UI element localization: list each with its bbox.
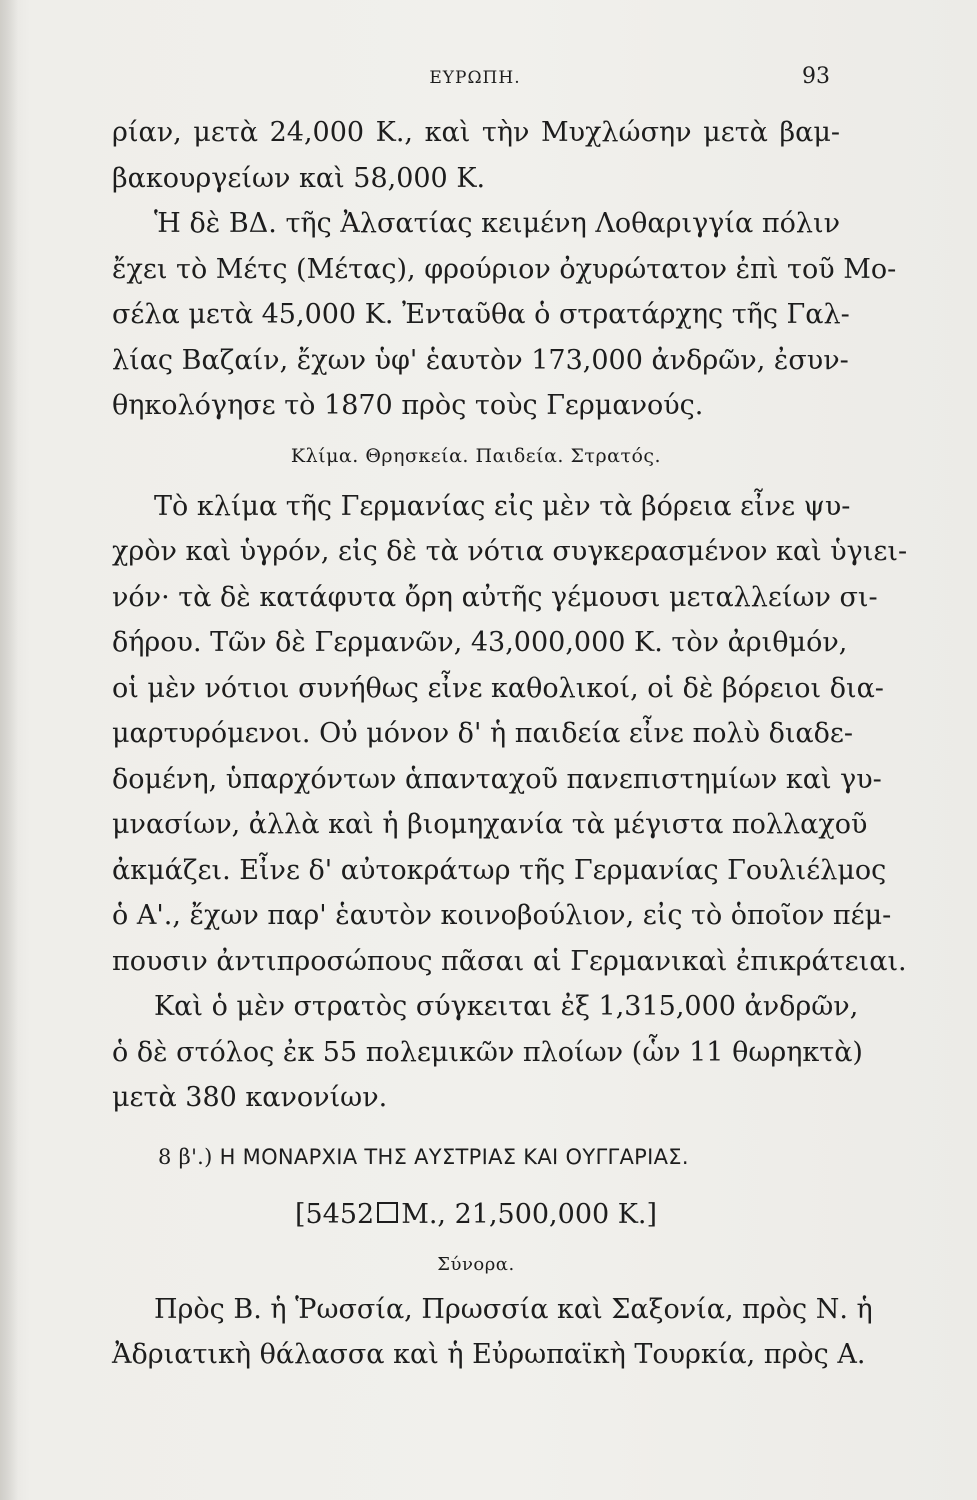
page-gutter-shadow (0, 0, 18, 1500)
section-title: Η ΜΟΝΑΡΧΙΑ ΤΗΣ ΑΥΣΤΡΙΑΣ ΚΑΙ ΟΥΓΓΑΡΙΑΣ. (219, 1144, 689, 1169)
square-symbol-icon (377, 1202, 398, 1223)
text-line: ἔχει τὸ Μέτς (Μέτας), φρούριον ὀχυρώτατον ἐπὶ τοῦ Μο- (112, 253, 897, 285)
area-population-line (112, 1187, 840, 1242)
section-number: 8 β'.) (158, 1144, 213, 1169)
subheading-climate: Κλίμα. Θρησκεία. Παιδεία. Στρατός. (290, 444, 662, 467)
text-line: ὁ Α'., ἔχων παρ' ἑαυτὸν κοινοβούλιον, εἰς τὸ ὁποῖον πέμ- (112, 900, 892, 931)
text-line: δομένη, ὑπαρχόντων ἁπανταχοῦ πανεπιστημίων καὶ γυ- (112, 763, 882, 795)
text-line: μνασίων, ἀλλὰ καὶ ἡ βιομηχανία τὰ μέγιστα πολλαχοῦ (112, 809, 868, 840)
text-line: λίας Βαζαίν, ἔχων ὑφ' ἑαυτὸν 173,000 ἀνδρῶν, ἐσυν- (112, 344, 849, 376)
section-heading (112, 1127, 840, 1187)
page-header (110, 62, 840, 92)
text-line: Καὶ ὁ μὲν στρατὸς σύγκειται ἐξ 1,315,000 ἀνδρῶν, (154, 991, 859, 1022)
area-value: [5452 (294, 1198, 375, 1230)
text-line: βακουργείων καὶ 58,000 Κ. (112, 162, 486, 194)
text-line: χρὸν καὶ ὑγρόν, εἰς δὲ τὰ νότια συγκερασμένον καὶ ὑγιει- (112, 536, 908, 567)
text-line: οἱ μὲν νότιοι συνήθως εἶνε καθολικοί, οἱ δὲ βόρειοι δια- (112, 672, 884, 704)
paragraph-block-1 (112, 110, 897, 429)
text-line: μαρτυρόμενοι. Οὐ μόνον δ' ἡ παιδεία εἶνε πολὺ διαδε- (112, 718, 854, 749)
page-number: 93 (802, 64, 830, 89)
page-body (112, 110, 908, 1378)
paragraph-block-2 (112, 484, 908, 1121)
text-line: θηκολόγησε τὸ 1870 πρὸς τοὺς Γερμανούς. (112, 390, 704, 421)
text-line: μετὰ 380 κανονίων. (112, 1082, 388, 1113)
text-line: πουσιν ἀντιπροσώπους πᾶσαι αἱ Γερμανικαὶ ἐπικράτειαι. (112, 945, 907, 977)
text-line: νόν· τὰ δὲ κατάφυτα ὄρη αὐτῆς γέμουσι μεταλλείων σι- (112, 581, 878, 613)
text-line: ἀκμάζει. Εἶνε δ' αὐτοκράτωρ τῆς Γερμανίας Γουλιέλμος (112, 854, 887, 886)
text-line: Πρὸς Β. ἡ Ῥωσσία, Πρωσσία καὶ Σαξονία, πρὸς Ν. ἡ (154, 1293, 873, 1325)
text-line: Ἡ δὲ ΒΔ. τῆς Ἀλσατίας κειμένη Λοθαριγγία πόλιν (154, 208, 840, 239)
paragraph-block-3 (112, 1287, 873, 1378)
population-value: Μ., 21,500,000 Κ.] (401, 1198, 658, 1230)
text-line: ρίαν, μετὰ 24,000 Κ., καὶ τὴν Μυχλώσην μετὰ βαμ- (112, 117, 840, 148)
text-line: δήρου. Τῶν δὲ Γερμανῶν, 43,000,000 Κ. τὸν ἀριθμόν, (112, 627, 848, 658)
running-head: ΕΥΡΩΠΗ. (429, 68, 521, 88)
text-line: Ἀδριατικὴ θάλασσα καὶ ἡ Εὐρωπαϊκὴ Τουρκία, πρὸς Α. (112, 1339, 866, 1370)
text-line: Τὸ κλίμα τῆς Γερμανίας εἰς μὲν τὰ βόρεια εἶνε ψυ- (154, 490, 851, 522)
text-line: ὁ δὲ στόλος ἐκ 55 πολεμικῶν πλοίων (ὧν 11 θωρηκτὰ) (112, 1036, 863, 1068)
subheading-borders: Σύνορα. (437, 1253, 515, 1275)
text-line: σέλα μετὰ 45,000 Κ. Ἐνταῦθα ὁ στρατάρχης τῆς Γαλ- (112, 299, 850, 330)
